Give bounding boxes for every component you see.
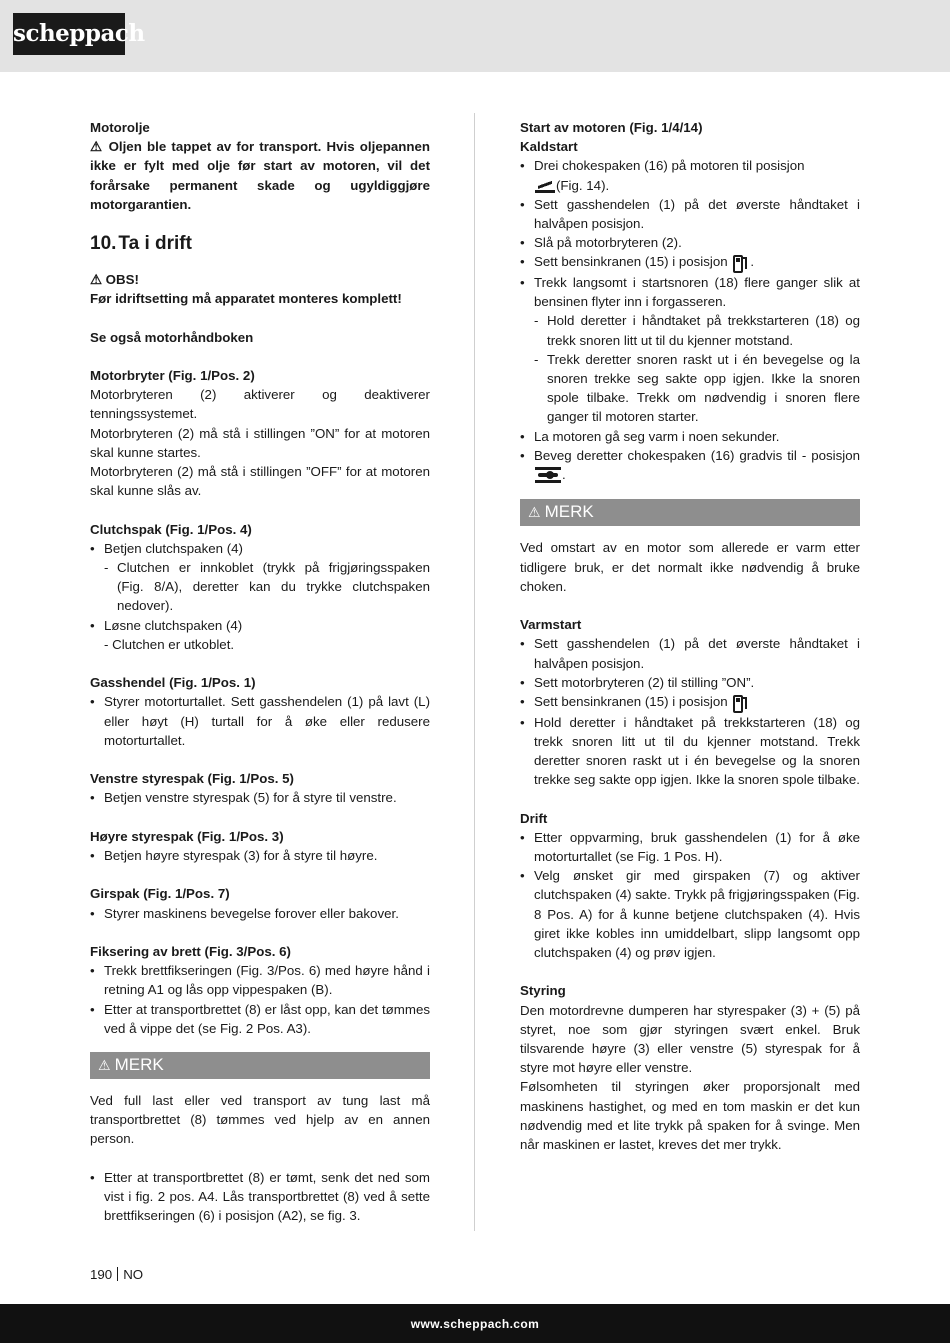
warning-icon: ⚠ [98, 1057, 111, 1074]
merk-text: Ved omstart av en motor som allerede er varm etter tidligere bruk, er det normalt ikke nødvendig å bruke choken. [520, 540, 860, 594]
separator [117, 1267, 118, 1281]
list-item: - Hold deretter i håndtaket på trekkstarteren (18) og trekk snoren litt ut til du kjenner motstand. [534, 311, 860, 349]
varmstart-heading: Varmstart [520, 617, 582, 633]
list-item: • Etter oppvarming, bruk gasshendelen (1) for å øke motorturtallet (se Fig. 1 Pos. H). [520, 828, 860, 866]
kaldstart-heading: Kaldstart [520, 139, 578, 155]
list-item: • Velg ønsket gir med girspaken (7) og aktiver clutchspaken (4) sakte. Trykk på frigjøringsspaken (Fig. 8 Pos. A) for å kunne betjene clutchspaken (4). Hvis giret ikke kobles inn umiddelbart, slipp langsomt opp clutchspaken (4) og prøv igjen. [520, 866, 860, 962]
list-item: - Trekk deretter snoren raskt ut i én bevegelse og la snoren trekke seg sakte opp igjen. Ikke la snoren spole tilbake. Trekk om nødvendig i snoren flere ganger til motoren starter. [534, 350, 860, 427]
merk-text: Ved full last eller ved transport av tung last må transportbrettet (8) tømmes ved hjelp av en annen person. [90, 1093, 430, 1147]
list-item: • Sett bensinkranen (15) i posisjon . [520, 252, 860, 272]
warning-icon: ⚠ [528, 504, 541, 521]
styring-heading: Styring [520, 983, 566, 999]
motorolje-warning: ⚠ Oljen ble tappet av for transport. Hvis oljepannen ikke er fylt med olje før start av motoren, vil det forårsake permanent skade og ugyldiggjøre motorgarantien. [90, 139, 430, 212]
page-number: 190 NO [90, 1267, 144, 1282]
drift-heading: Drift [520, 810, 548, 826]
list-item: • Betjen venstre styrespak (5) for å styre til venstre. [90, 788, 430, 807]
obs-text: Før idriftsetting må apparatet monteres komplett! [90, 291, 402, 307]
see-also-text: Se også motorhåndboken [90, 329, 254, 345]
column-divider [474, 113, 475, 1231]
fiksering-heading: Fiksering av brett (Fig. 3/Pos. 6) [90, 944, 291, 959]
scheppach-logo: scheppach [13, 13, 125, 55]
list-item: • Sett bensinkranen (15) i posisjon [520, 692, 860, 712]
list-item: • Etter at transportbrettet (8) er tømt, senk det ned som vist i fig. 2 pos. A4. Lås transportbrettet (8) ved å sette brettfikseringen (6) i posisjon (A2), se fig. 3. [90, 1168, 430, 1226]
list-item: • Styrer motorturtallet. Sett gasshendelen (1) på lavt (L) eller høyt (H) turtall for å øke eller redusere motorturtallet. [90, 692, 430, 750]
hoyre-heading: Høyre styrespak (Fig. 1/Pos. 3) [90, 828, 284, 844]
list-item: • Sett gasshendelen (1) på det øverste håndtaket i halvåpen posisjon. [520, 634, 860, 672]
website-link[interactable]: www.scheppach.com [410, 1317, 540, 1331]
list-item: • Drei chokespaken (16) på motoren til posisjon (Fig. 14). [520, 156, 860, 194]
left-column [90, 118, 430, 1225]
styring-p2: Følsomheten til styringen øker proporsjonalt med maskinens hastighet, og med en tom maskin er det kun nødvendig med et lite trykk på spaken for å svinge. Men når maskinen er lastet, kreves det mer trykk. [520, 1079, 860, 1152]
gass-heading: Gasshendel (Fig. 1/Pos. 1) [90, 675, 256, 691]
list-item: • Sett gasshendelen (1) på det øverste håndtaket i halvåpen posisjon. [520, 195, 860, 233]
list-item: • Hold deretter i håndtaket på trekkstarteren (18) og trekk snoren litt ut til du kjenner motstand. Trekk deretter snoren raskt ut i én bevegelse og la snoren trekke seg sakte opp igjen. Ikke la snoren spole tilbake. [520, 713, 860, 790]
warning-icon: ⚠ [90, 139, 109, 155]
list-item: • Beveg deretter chokespaken (16) gradvis til - posisjon . [520, 446, 860, 486]
merk-banner: ⚠ MERK [90, 1052, 430, 1079]
gir-heading: Girspak (Fig. 1/Pos. 7) [90, 886, 230, 902]
venstre-heading: Venstre styrespak (Fig. 1/Pos. 5) [90, 771, 294, 787]
fuel-tap-icon [733, 693, 748, 713]
list-item: • Slå på motorbryteren (2). [520, 233, 860, 252]
list-item: • Styrer maskinens bevegelse forover eller bakover. [90, 904, 430, 923]
list-item: • Betjen clutchspaken (4) - Clutchen er innkoblet (trykk på frigjøringsspaken (Fig. 8/A), deretter kan du trykke clutchspaken nedover). [90, 539, 430, 616]
choke-open-icon [535, 465, 561, 485]
right-column [520, 118, 860, 1154]
start-heading: Start av motoren (Fig. 1/4/14) [520, 120, 703, 135]
motorbryter-p1: Motorbryteren (2) aktiverer og deaktiverer tenningssystemet. [90, 387, 430, 422]
chapter-heading: 10. Ta i drift [90, 233, 192, 255]
obs-label: ⚠ OBS! [90, 272, 139, 288]
list-item: - Clutchen er innkoblet (trykk på frigjøringsspaken (Fig. 8/A), deretter kan du trykke clutchspaken nedover). [104, 558, 430, 616]
footer-bar [0, 1304, 950, 1343]
list-item: • Trekk brettfikseringen (Fig. 3/Pos. 6) med høyre hånd i retning A1 og lås opp vippespaken (B). [90, 961, 430, 999]
header-bar [0, 0, 950, 72]
clutch-list [90, 539, 430, 654]
list-item: • Betjen høyre styrespak (3) for å styre til høyre. [90, 846, 430, 865]
list-item: • Etter at transportbrettet (8) er låst opp, kan det tømmes ved å vippe det (se Fig. 2 Pos. A3). [90, 1000, 430, 1038]
motorbryter-heading: Motorbryter (Fig. 1/Pos. 2) [90, 368, 255, 383]
list-item: • Trekk langsomt i startsnoren (18) flere ganger slik at bensinen flyter inn i forgasseren. - Hold deretter i håndtaket på trekkstarteren (18) og trekk snoren litt ut til du kjenner motstand. - Trekk deretter snoren raskt ut i én bevegelse og la snoren trekke seg sakte opp igjen. Ikke la snoren spole tilbake. Trekk om nødvendig i snoren flere ganger til motoren starter. [520, 273, 860, 427]
styring-p1: Den motordrevne dumperen har styrespaker (3) + (5) på styret, noe som gjør styringen svært enkel. Bruk tilsvarende høyre (3) eller venstre (5) styrespak for å styre mot høyre eller venstre. [520, 1002, 860, 1076]
motorbryter-p3: Motorbryteren (2) må stå i stillingen ”OFF” for at motoren skal kunne slås av. [90, 464, 430, 499]
clutch-heading: Clutchspak (Fig. 1/Pos. 4) [90, 521, 252, 537]
warning-icon: ⚠ [90, 272, 106, 288]
list-item: • La motoren gå seg varm i noen sekunder. [520, 427, 860, 446]
motorolje-heading: Motorolje [90, 120, 150, 135]
fuel-tap-icon [733, 253, 748, 273]
list-item: • Løsne clutchspaken (4) - Clutchen er utkoblet. [90, 616, 430, 654]
list-item: - Clutchen er utkoblet. [104, 636, 235, 652]
motorbryter-p2: Motorbryteren (2) må stå i stillingen ”ON” for at motoren skal kunne startes. [90, 425, 430, 460]
choke-closed-icon [535, 179, 555, 193]
list-item: • Sett motorbryteren (2) til stilling ”ON”. [520, 673, 860, 692]
merk-banner: ⚠ MERK [520, 499, 860, 526]
